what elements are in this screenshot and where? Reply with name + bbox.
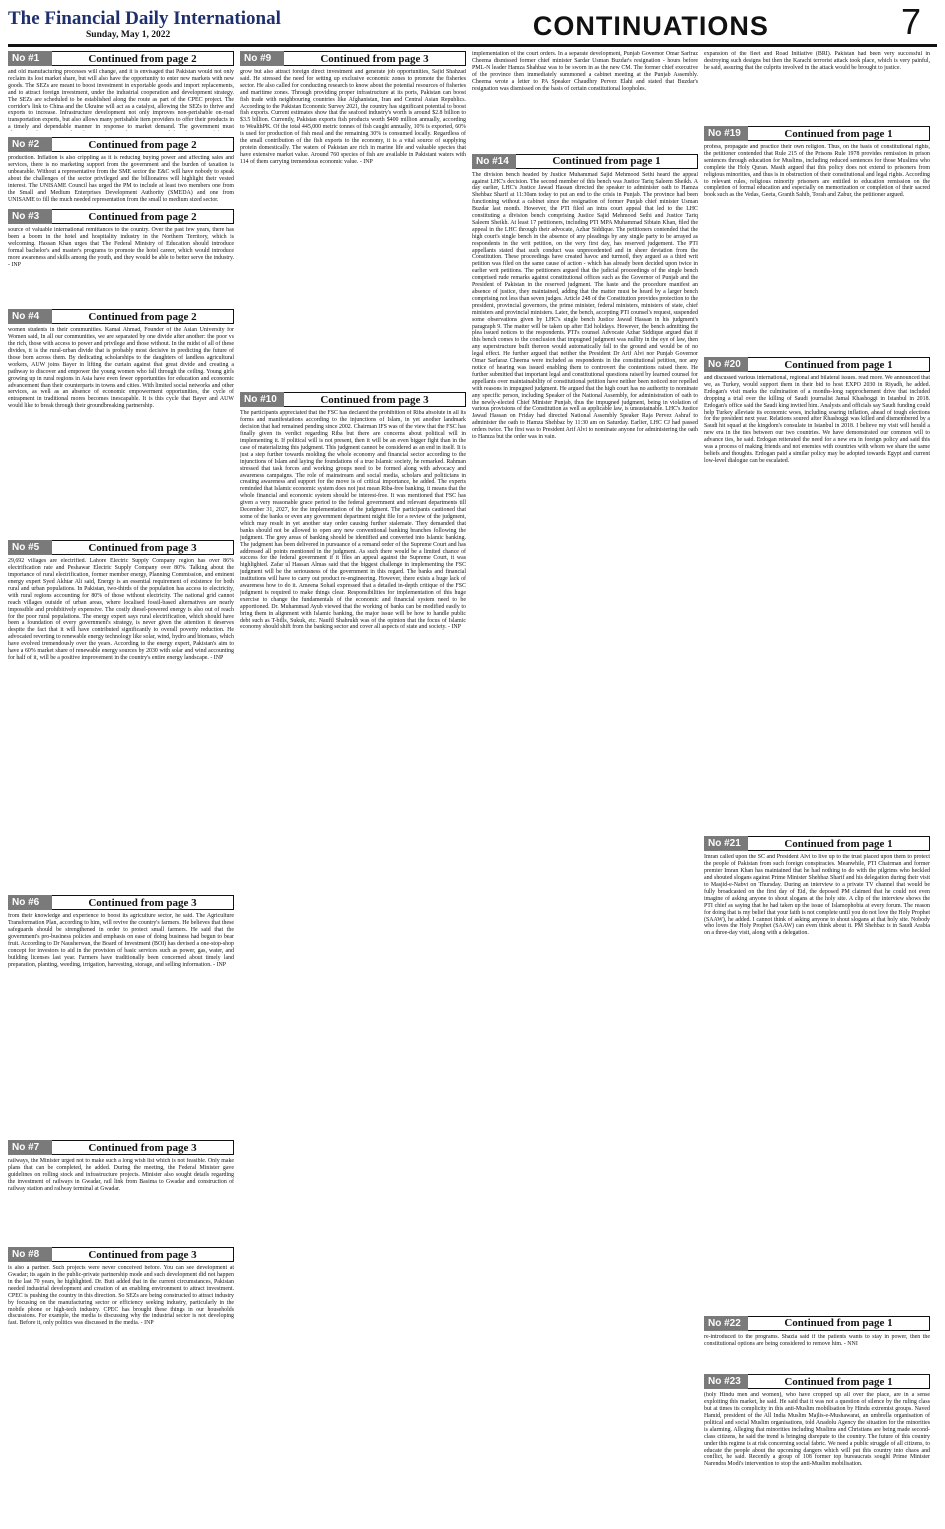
- story-header: [704, 126, 930, 141]
- story-header: [472, 154, 698, 169]
- masthead-rule: [8, 44, 937, 47]
- story-header: [8, 1140, 234, 1155]
- story-text: and old manufacturing processes will change, and it is envisaged that Pakistan would not only reclaim its lost market share, but will also have the opportunity to enter new markets with new goods. The SEZs are meant to boost investment in exportable goods and import replacements, and to attract foreign investment, under the industrial cooperation and development strategy. The SEZs are scheduled to be established along the route as part of the CPEC project. The corridor's link to China and the Ukraine will act as a catalyst, allowing the SEZs to thrive and exports to increase. Infrastructure development not only improves non-perishable on-road transportation experts, but also allows many perishable item providers to offer their products in a timely and dependable manner in response to market demand. The government must: [8, 69, 234, 131]
- paper-name: The Financial Daily International: [8, 8, 281, 29]
- story-number-tag: No #1: [8, 51, 52, 66]
- story-text: women students in their communities. Kamal Ahmad, Founder of the Asian University for Women said, In all our communities, we are separated by one divide after another: the poor vs the rich, those with access to power and privilege and those without. In the midst of all of these divides, it is the rural-urban divide that is probably most decisive in predicting the future of those born across them. By dedicating scholarships to the daughters of landless agricultural workers, AUW joins Bayer in lifting the curtain against that great divide and creating a pathway to discover and empower the young women who fall through the ceiling. Young girls growing up in rural regions in Asia have even fewer opportunities for education and economic advancement than their counterparts in towns and cities. With limited social networks and other services, as well as an absence of economic empowerment opportunities, the cycle of entrapment in traditional mores becomes inescapable. It is this cycle that Bayer and AUW would like to break through their groundbreaking partnership.: [8, 327, 234, 410]
- story: [8, 540, 234, 889]
- story-text: source of valuable international remittances to the country. Over the past few years, there has been a boom in the hotel and hospitality industry in the Northern Territory, which is welcoming. Hassan Khan urges that The Federal Ministry of Education should introduce formal bachelor's and master's programs to promote the hotel career, which would introduce more awareness and skills among the youth, and they would be able to better serve the industry. - INP: [8, 227, 234, 268]
- continued-heading: Continued from page 1: [748, 357, 930, 372]
- story: [704, 836, 930, 1309]
- continued-heading: Continued from page 2: [52, 209, 234, 224]
- story: [240, 392, 466, 1529]
- story-text: railways, the Minister urged not to make such a long wish list which is not feasible. Only make plans that can be completed, he added. During the meeting, the Federal Minister gave guidelines on rolling stock and infrastructure projects. Minister also sought details regarding the investment of railways in Gwadar, rail link from Basima to Gwadar and construction of railway station and railway terminal at Gwadar.: [8, 1158, 234, 1192]
- story-number-tag: No #14: [472, 154, 516, 169]
- story-header: [8, 209, 234, 224]
- continued-heading: Continued from page 1: [748, 126, 930, 141]
- news-column: [240, 51, 466, 1529]
- story: [472, 51, 698, 148]
- continued-heading: Continued from page 1: [748, 1316, 930, 1331]
- continued-heading: Continued from page 3: [52, 1247, 234, 1262]
- story-header: [704, 1374, 930, 1389]
- paper-branding: [8, 9, 281, 40]
- story-number-tag: No #9: [240, 51, 284, 66]
- story-number-tag: No #23: [704, 1374, 748, 1389]
- story-number-tag: No #2: [8, 137, 52, 152]
- continued-heading: Continued from page 1: [748, 836, 930, 851]
- section-title: CONTINUATIONS: [532, 11, 769, 41]
- story-text: The division bench headed by Justice Muhammad Sajid Mehmood Sethi heard the appeal against LHC's decision. The second member of this bench was Justice Tariq Saleem Sheikh. A day earlier, LHC's Justice Jawad Hassan directed the speaker to administer oath to Hamza Shehbaz Sharif at 11:30am today to put an end to the crisis in Punjab. The province had been functioning without a cabinet since the resignation of former Punjab chief minister Usman Buzdar last month. However, the PTI filed an intra court appeal that led to the LHC constituting a division bench comprising Justice Sajid Mehmood Sethi and Justice Tariq Saleem Sheikh. At least 17 petitioners, including PTI MPA Muhammad Sibtain Khan, filed the appeal in the LHC through their advocate, Azhar Siddique. The petitioners contended that the high court's single bench in the absence of any pleadings by any single party to be arrayed as respondents in the writ petition, on the very first day, has reserved judgement. The PTI appellants stated that such conduct was unprecedented and in sheer deviation from the Constitution. These proceedings have created havoc and turmoil, they argued as a third writ petition was filed on the same cause of action - which has already been decided upon twice in earlier writ petitions. The petitioners argued that the judicial proceedings of the single bench comprised rude remarks against constitutional offices such as the Governor of Punjab and the President of Pakistan in the reserved judgment. The haste and the procedure manifest an absence of justice, they maintained, adding that the matter must be heard by a larger bench comprising not less than seven judges. Article 248 of the Constitution provides protection to the president, provincial governors, the prime minister, federal ministers, ministers of state, chief ministers and provincial ministers. Later, the bench, accepting PTI counsel's request, suspended some observations given by LHC's single bench Justice Jawad Hassan in his judgment's paragraph 9. The matter will be taken up after Eid holidays. However, the bench admitting the plea issued notices to the respondents. PTI's counsel Advocate Azhar Siddique argued that if this bench comes to the conclusion that impugned judgment was nullity in the eye of law, then any superstructure built thereon would automatically fall to the ground and would be of no legal effect. He further argued that neither the President Dr Arif Alvi nor Punjab Governor Omar Sarfaraz Cheema were included as respondents in the constitutional petition, nor any notice of hearing was issued enabling them to controvert the contentions raised there. He further submitted that important legal and constitutional questions raised by learned counsel for appellants over maintainability of constitutional petition have neither been noticed nor repelled with reasons in impugned judgment. He argued that the high court has no authority to nominate any specific person, including Speaker of the National Assembly, for administration of oath to the newly-elected Chief Minister Punjab, thus the impugned judgment, being in violation of various provisions of the Constitution as well as applicable law, is unsustainable. LHC's Justice Jawad Hassan on Friday had directed National Assembly Speaker Raja Pervez Ashraf to administer the oath to Hamza Shehbaz by 11:30 am on Saturday. Earlier, LHC CJ had passed orders twice. The first was to President Arif Alvi to nominate anyone for administering the oath to Hamza but the order was in vain.: [472, 171, 698, 441]
- story-number-tag: No #19: [704, 126, 748, 141]
- story-text: from their knowledge and experience to boost its agriculture sector, he said. The Agriculture Transformation Plan, according to him, will revive the country's farmers. He believes that these safeguards should be strengthened in order to protect small farmers. He said that the government's pro-business policies and emphasis on ease of doing business had begun to bear fruit. According to Dr Nausherwan, the Board of Investment (BOI) has devised a one-stop-shop concept for investors to aid in the provision of basic services such as power, gas, water, and building licenses last year. Farmers have traditionally been concerned about timely land preparation, planting, weeding, irrigation, harvesting, storage, and selling information. - INP: [8, 913, 234, 968]
- story-header: [704, 1316, 930, 1331]
- story-header: [704, 357, 930, 372]
- continued-heading: Continued from page 3: [284, 51, 466, 66]
- story-header: [8, 309, 234, 324]
- columns: [8, 51, 937, 1529]
- story-text: and discussed various international, regional and bilateral issues. read more. We announced that we, as Turkey, would support them in their bid to host EXPO 2030 in Riyadh, he added. Erdogan's visit marks the culmination of a months-long rapprochement drive that included dropping a trial over the killing of Saudi journalist Jamal Khashoggi in Istanbul in 2018. Erdogan's office said the Saudi king invited him. Analysts and officials say Saudi funding could help Turkey alleviate its economic woes, including soaring inflation, ahead of tough elections for the president next year. Relations soured after Khashoggi was killed and dismembered by a Saudi hit squad at the kingdom's consulate in Istanbul in 2018. I believe my visit will herald a new era in the ties between our two countries. We have demonstrated our common will to advance ties, he said. Erdogan reiterated the need for a new era in foreign policy and said this was a process of making friends and not enemies with countries with whom we share the same beliefs and thoughts. Erdogan paid a similar policy may be adopted towards Egypt and current low-level dialogue can be escalated.: [704, 375, 930, 464]
- continued-heading: Continued from page 3: [52, 895, 234, 910]
- continued-heading: Continued from page 2: [52, 309, 234, 324]
- story-number-tag: No #7: [8, 1140, 52, 1155]
- story-text: grow but also attract foreign direct investment and generate job opportunities, Sajid Shahzad said. He stressed the need for setting up exclusive economic zones to promote the fisheries sector. He also called for conducting research to know about the potential resources of fisheries and maritime zones. Through providing proper infrastructure at its ports, Pakistan can boost fish trade with neighbouring countries like Afghanistan, Iran and Central Asian Republics. According to the Pakistan Economic Survey 2021, the country has significant potential to boost fish exports. Current estimates show that the seafood industry's worth is around $2.8 billion to $3.5 billion. Currently, Pakistan exports fish products worth $400 million annually, according to WealthPK. Of the total 445,000 metric tonnes of fish caught annually, 10% is exported, 60% is used for production of fish meal and the remaining 30% is consumed locally. Regardless of the small contribution of the fish exports to the economy, it is a vital source of supplying protein domestically. The waters of Pakistan are rich in marine life and valuable species that have extensive market value. Around 760 species of fish are available in Pakistani waters with 114 of them carrying tremendous economic value. - INP: [240, 69, 466, 165]
- page-number: 7: [900, 1, 921, 42]
- story: [8, 895, 234, 1134]
- continued-heading: Continued from page 1: [748, 1374, 930, 1389]
- story-header: [8, 895, 234, 910]
- story-header: [8, 51, 234, 66]
- continued-heading: Continued from page 3: [52, 1140, 234, 1155]
- continued-heading: Continued from page 2: [52, 51, 234, 66]
- story-text: Imran called upon the SC and President Alvi to live up to the trust placed upon them to protect the people of Pakistan from such foreign conspiracies. Meanwhile, PTI Chairman and former premier Imran Khan has maintained that he had nothing to do with the pilgrims who heckled and shouted slogans against Prime Minister Shehbaz Sharif and his delegation during their visit to Masjid-e-Nabvi on Thursday. During an interview to a private TV channel that would be fully broadcasted on the first day of Eid, the deposed PM claimed that he could not even imagine of asking anyone to shout slogans at the holy site. A clip of the interview shows the PTI chief as saying that he had taken up the issue of Islamophobia at every forum. The reason for doing that is my belief that your faith is not complete until you do not love the Holy Prophet (SAAW), he added. I cannot think of asking anyone to shout slogans at that holy site. Nobody who loves the Holy Prophet (SAAW) can even think about it. PM Shehbaz is in Saudi Arabia on a three-day visit, along with a delegation.: [704, 854, 930, 937]
- continued-heading: Continued from page 3: [284, 392, 466, 407]
- story-number-tag: No #22: [704, 1316, 748, 1331]
- story-header: [240, 392, 466, 407]
- story: [472, 154, 698, 1529]
- story: [8, 137, 234, 203]
- story-text: is also a partner. Such projects were never conceived before. You can see development at Gwadar; its again in the public-private partnership mode and such development did not happen in the last 70 years, he highlighted. Dr. Butt added that in the current circumstances, Pakistan needed industrial development and creation of an enabling environment to attract investment. CPEC is pushing the country in this direction. So SEZs are being constructed to attract industry by focusing on the manufacturing sector or efficiency seeking industry, particularly in the mobile phone or high-tech industry. CPEC has brought these things in our households discussions. For example, the media is discussing why the industrial sector is not developing fast. Before it, only politics was discussed in the media. - INP: [8, 1265, 234, 1327]
- story-text: re-introduced to the programs. Shazia said if the patients wants to stay in power, then the constitutional options are being considered to remove him. - NNI: [704, 1333, 930, 1347]
- masthead: [8, 0, 937, 40]
- story: [704, 1316, 930, 1369]
- story: [8, 1247, 234, 1458]
- story-text: implementation of the court orders. In a separate development, Punjab Governor Omar Sarfraz Cheema dismissed former chief minister Sardar Usman Buzdar's resignation - hours before PML-N leader Hamza Shahbaz was to be sworn in as the new CM. The former chief executive of the province then immediately summoned a cabinet meeting at the Punjab Assembly. Cheema wrote a letter to PA Speaker Chaudhry Pervez Elahi and stated that Buzdar's resignation was dismissed on the basis of certain constitutional loopholes.: [472, 51, 698, 92]
- story-text: expansion of the fleet and Road Initiative (BRI). Pakistan had been very successful in destroying such designs but then the Karachi terrorist attack took place, which is very painful, he said, assuring that the culprits involved in the attack would be brought to justice.: [704, 51, 930, 71]
- story: [704, 357, 930, 830]
- story: [8, 309, 234, 534]
- continued-heading: Continued from page 3: [52, 540, 234, 555]
- story-text: production. Inflation is also crippling as it is reducing buying power and affecting sales and services, there is no marketing support from the government and the burden of taxation is unbearable. Without a representative from the SME sector the E&C will have nobody to speak about the challenges of the sector privileged and the billionaires will highlight their vested interest. The UNISAME Council has urged the PM to include at least two members one from the Small and Medium Enterprises Development Authority (SMEDA) and one from UNISAME to fill the much needed representation from the small to medium sized sector.: [8, 155, 234, 203]
- story-number-tag: No #6: [8, 895, 52, 910]
- story-number-tag: No #4: [8, 309, 52, 324]
- story-number-tag: No #8: [8, 1247, 52, 1262]
- story: [704, 1374, 930, 1529]
- story: [8, 1140, 234, 1241]
- story: [704, 51, 930, 120]
- story-text: profess, propagate and practice their own religion. Thus, on the basis of constitutional rights, the petitioner contended that Rule 215 of the Prisons Rule 1978 provides remission in prison sentences through education for Muslims, including reduced sentences for those Muslims who complete the Holy Quran. Masih argued that this policy does not extend to prisoners from religious minorities, and thus is in obstruction of their constitutional and legal rights. According to relevant rules, religious minority prisoners are entitled to education remission on the completion of formal education and especially on memorization or completion of their sacred book such as the Vedas, Geeta, Granth Sahib, Torah and Zabur, the petitioner argued.: [704, 144, 930, 199]
- continued-heading: Continued from page 1: [516, 154, 698, 169]
- story-header: [240, 51, 466, 66]
- story-text: 29,692 villages are electrified. Lahore Electric Supply Company region has over 86% electrification rate and Peshawar Electric Supply Company over 80%. Talking about the importance of rural electrification, former member energy, Planning Commission, and eminent energy expert Syed Akhtar Ali said, Energy is an essential requirement of existence for both rural and urban populations. In Pakistan, two-thirds of the population has access to electricity, with rural regions accounting for 80% of those without electricity. The national grid cannot reach villages outside of urban areas, where localised fossil-based alternatives are nearly impossible and prohibitively expensive. The costly diesel-powered energy is also out of reach for the poor rural populations. The energy expert says rural electrification, which should have been a foundation of every government's strategy, is never given the attention it deserves despite the fact that it will have contributed significantly to overall poverty reduction. He advocated reverting to renewable energy technology like solar, wind, hydro and biomass, which have evolved tremendously over the years. According to the energy expert, Pakistan's aim to have a 60% market share of renewable energy sources by 2030 with solar and wind accounting for half of it, will be a positive improvement in the country's entire energy landscape. - INP: [8, 558, 234, 661]
- story-text: The participants appreciated that the FSC has declared the prohibition of Riba absolute in all its forms and manifestations according to the injunctions of Islam, in yet another landmark decision that had remained pending since 2002. Chairman IFS was of the view that the FSC has finally given its verdict regarding Riba but there are concerns about political will in implementing it. If political will is not present, then it will be an even bigger fight than in the case of materializing this judgment. This judgment cannot be considered as an end in itself. It is just a step further towards molding the whole economy and financial sector according to the injunctions of Islam and laying the foundations of a true Islamic society, he remarked. Rahman stressed that task forces and working groups need to be formed along with advocacy and awareness campaigns. The role of mainstream and social media, scholars and politicians in creating awareness and support for the move is of critical importance, he added. The experts reminded that Islamic economic system does not just mean Riba-free banking, it means that the whole financial and economic system should be interest-free. It was mentioned that FSC has given a very reasonable grace period to the federal government and relevant departments till December 31, 2027, for the implementation of the judgment. The participants cautioned that some of the banks or even any government department might file for a review of the judgment, which may result in yet another stay order causing further stalemate. They demanded that banks should not be allowed to open any new conventional banking branches following the judgment. The grey areas of banking should be identified and converted into Islamic banking. The judgment has been delivered in pursuance of a remand order of the Supreme Court and has addressed all points mentioned in the judgment. As such there would be a limited chance of success for the federal government if it files an appeal against the Supreme Court, it was highlighted. Zafar ul Hassan Almas said that the biggest challenge in implementing the FSC judgment will be the seriousness of the government in this regard. The banks and financial institutions will have to carry out product re-engineering. However, there exists a huge lack of awareness how to do it. Ameena Sohail expressed that a detailed in-depth critique of the FSC judgment is required to make things clear. Responsibilities for implementation of this huge exercise to change the fundamentals of the economic and financial system need to be apportioned. Dr. Muhammad Ayub viewed that the working of banks can be modified easily to bring them in alignment with Islamic banking, the major issue will be how to handle public debt such as T-bills, Sukuk, etc. Naufil Shahrukh was of the opinion that the focus of Islamic economy should shift from the banking sector and cover all aspects of state and society. - INP: [240, 410, 466, 631]
- dateline: Sunday, May 1, 2022: [86, 30, 171, 40]
- news-column: [704, 51, 930, 1529]
- story: [8, 51, 234, 131]
- story-header: [8, 540, 234, 555]
- story-number-tag: No #10: [240, 392, 284, 407]
- story-header: [704, 836, 930, 851]
- story: [240, 51, 466, 386]
- story: [8, 209, 234, 303]
- story-number-tag: No #21: [704, 836, 748, 851]
- story-number-tag: No #3: [8, 209, 52, 224]
- story-number-tag: No #5: [8, 540, 52, 555]
- story-number-tag: No #20: [704, 357, 748, 372]
- story-text: (holy Hindu men and women), who have cropped up all over the place, are in a sense exploiting this market, he said. He said that it was not a question of silence by the ruling class but at times its complicity in this anti-Muslim mobilisation by Hindu extremist groups. Naved Hamid, president of the All India Muslim Majlis-e-Mushawarat, an umbrella organisation of political and social Muslim organisations, told Anadolu Agency the situation for the minorities is alarming. Alleging that minorities including Muslims and Christians are being made second-class citizens, he said the trend is bringing disrepute to the country. The future of this country under this regime is at risk concerning social fabric. We need a public struggle of all citizens, to educate the people about the upcoming dangers which will put this country into chaos and conflict, he said. Recently a group of 108 former top bureaucrats sought Prime Minister Narendra Modi's intervention to stop the anti-Muslim mobilisation.: [704, 1392, 930, 1468]
- news-column: [8, 51, 234, 1529]
- story-header: [8, 1247, 234, 1262]
- continued-heading: Continued from page 2: [52, 137, 234, 152]
- story: [704, 126, 930, 351]
- news-column: [472, 51, 698, 1529]
- story-header: [8, 137, 234, 152]
